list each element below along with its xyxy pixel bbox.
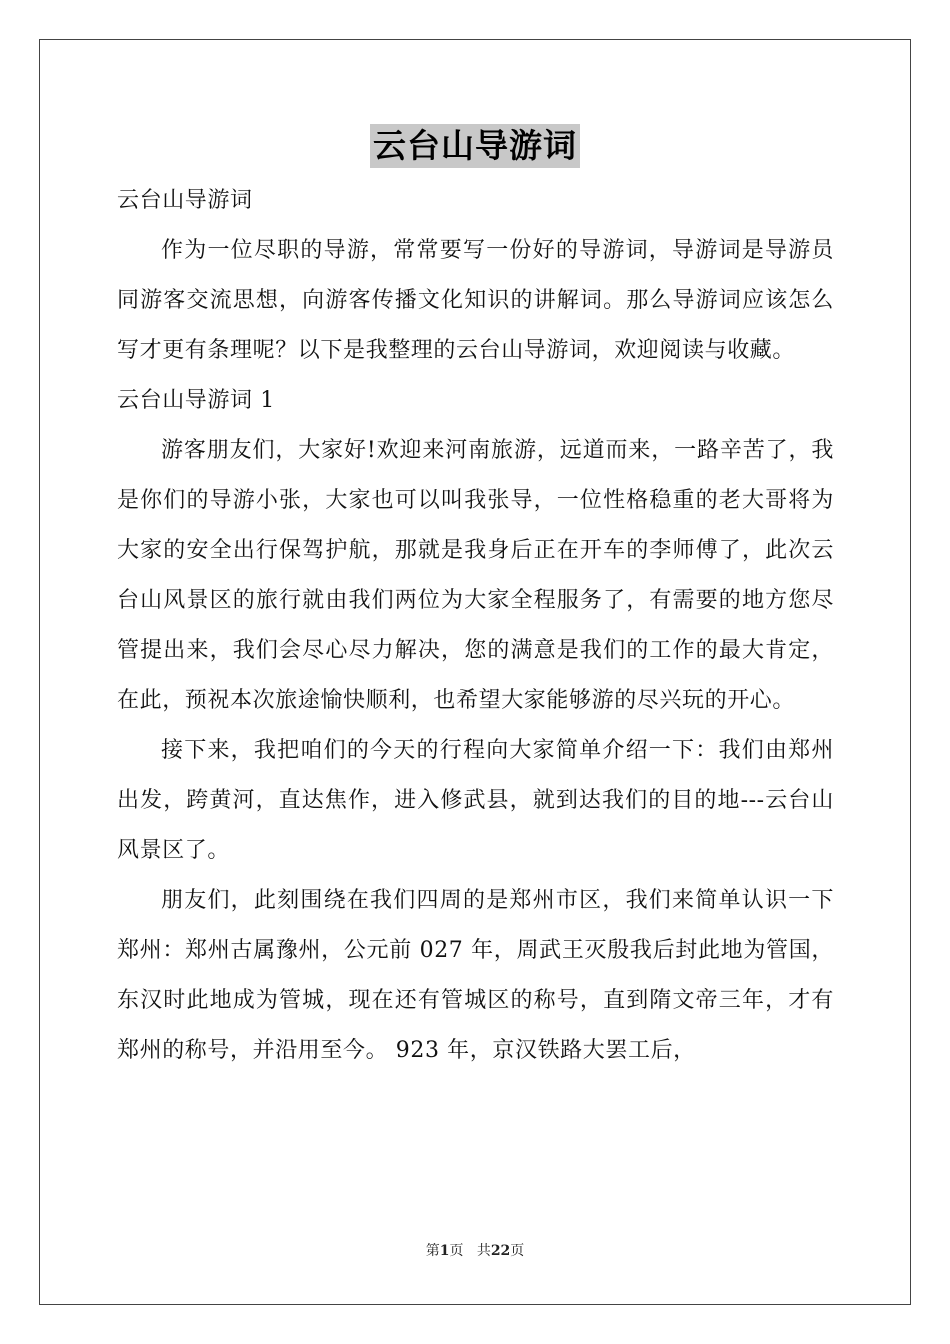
page-footer — [0, 1240, 950, 1260]
section-heading: 云台山导游词 1 — [117, 388, 275, 413]
body-paragraph: 接下来，我把咱们的今天的行程向大家简单介绍一下：我们由郑州出发，跨黄河，直达焦作，进入修武县，就到达我们的目的地---云台山风景区了。 — [117, 738, 834, 863]
section-heading: 云台山导游词 — [117, 188, 253, 213]
document-title-wrap — [0, 124, 950, 168]
body-paragraph: 游客朋友们，大家好!欢迎来河南旅游，远道而来，一路辛苦了，我是你们的导游小张，大家也可以叫我张导，一位性格稳重的老大哥将为大家的安全出行保驾护航，那就是我身后正在开车的李师傅了，此次云台山风景区的旅行就由我们两位为大家全程服务了，有需要的地方您尽管提出来，我们会尽心尽力解决，您的满意是我们的工作的最大肯定，在此，预祝本次旅途愉快顺利，也希望大家能够游的尽兴玩的开心。 — [117, 438, 834, 713]
total-prefix: 共 — [476, 1243, 491, 1259]
document-body — [117, 176, 834, 1076]
total-suffix: 页 — [510, 1243, 525, 1259]
document-title: 云台山导游词 — [370, 124, 580, 168]
body-paragraph: 作为一位尽职的导游，常常要写一份好的导游词，导游词是导游员同游客交流思想，向游客传播文化知识的讲解词。那么导游词应该怎么写才更有条理呢？以下是我整理的云台山导游词，欢迎阅读与收藏。 — [117, 238, 834, 363]
page-number: 1 — [439, 1243, 450, 1259]
body-paragraph: 朋友们，此刻围绕在我们四周的是郑州市区，我们来简单认识一下郑州：郑州古属豫州，公元前 027 年，周武王灭殷我后封此地为管国，东汉时此地成为管城，现在还有管城区的称号，直到隋文帝三年，才有郑州的称号，并沿用至今。 923 年，京汉铁路大罢工后， — [117, 888, 834, 1063]
page-suffix: 页 — [449, 1243, 464, 1259]
page-prefix: 第 — [425, 1243, 440, 1259]
total-pages: 22 — [490, 1243, 511, 1259]
